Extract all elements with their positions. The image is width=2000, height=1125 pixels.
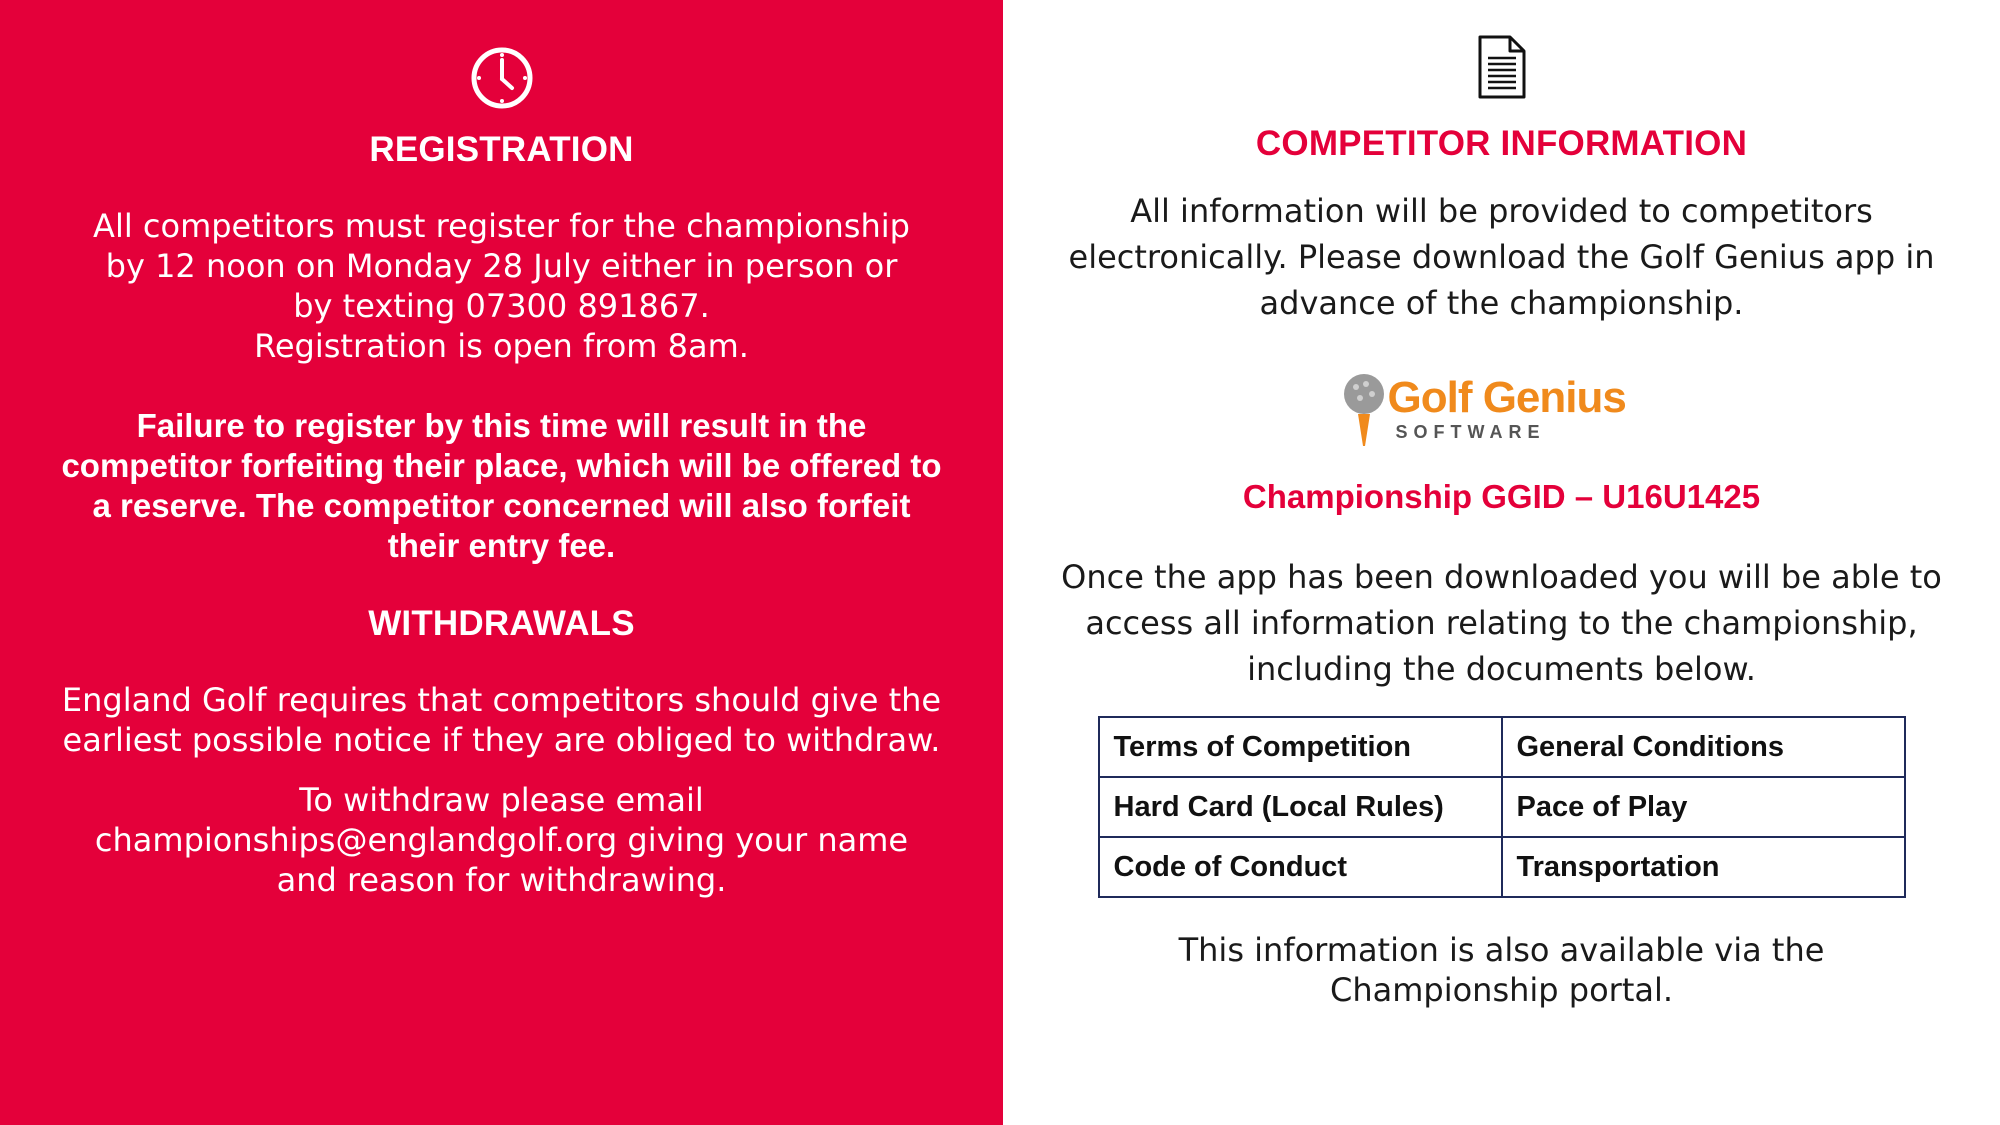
table-row [1099, 837, 1905, 897]
golf-ball-tee-icon [1342, 372, 1386, 452]
table-row [1099, 717, 1905, 777]
document-cell: Pace of Play [1502, 777, 1905, 837]
app-info-text: Once the app has been downloaded you will be able to access all information relating to the championship, including the documents below. [1061, 558, 1942, 688]
golf-genius-logo [1342, 372, 1662, 452]
document-cell: Hard Card (Local Rules) [1099, 777, 1502, 837]
golf-genius-subtitle: SOFTWARE [1395, 422, 1546, 442]
registration-text [0, 206, 1003, 366]
document-icon [1477, 34, 1527, 100]
registration-line: by 12 noon on Monday 28 July either in person or [105, 247, 898, 285]
table-row [1099, 777, 1905, 837]
registration-warning: Failure to register by this time will result in the competitor forfeiting their place, which will be offered to a reserve. The competitor concerned will also forfeit their entry fee. [61, 407, 942, 564]
documents-table [1098, 716, 1906, 898]
golf-genius-wordmark: Golf Genius [1387, 373, 1626, 422]
document-cell: Terms of Competition [1099, 717, 1502, 777]
withdraw-email-text: To withdraw please email championships@englandgolf.org giving your name and reason for withdrawing. [94, 781, 909, 899]
registration-heading: REGISTRATION [369, 130, 634, 169]
championship-ggid: Championship GGID – U16U1425 [1242, 478, 1761, 515]
competitor-info-text: All information will be provided to competitors electronically. Please download the Golf Genius app in advance of the championship. [1068, 192, 1935, 322]
clock-icon [470, 46, 534, 110]
registration-line: All competitors must register for the championship [93, 207, 910, 245]
registration-line: Registration is open from 8am. [254, 327, 749, 365]
competitor-info-heading: COMPETITOR INFORMATION [1255, 124, 1748, 163]
competitor-info-panel [1003, 0, 2000, 1125]
withdrawals-text: England Golf requires that competitors should give the earliest possible notice if they are obliged to withdraw. [61, 681, 942, 759]
registration-line: by texting 07300 891867. [293, 287, 710, 325]
document-cell: Code of Conduct [1099, 837, 1502, 897]
withdrawals-heading: WITHDRAWALS [368, 604, 635, 643]
document-cell: General Conditions [1502, 717, 1905, 777]
document-cell: Transportation [1502, 837, 1905, 897]
portal-note: This information is also available via the Championship portal. [1178, 931, 1825, 1009]
